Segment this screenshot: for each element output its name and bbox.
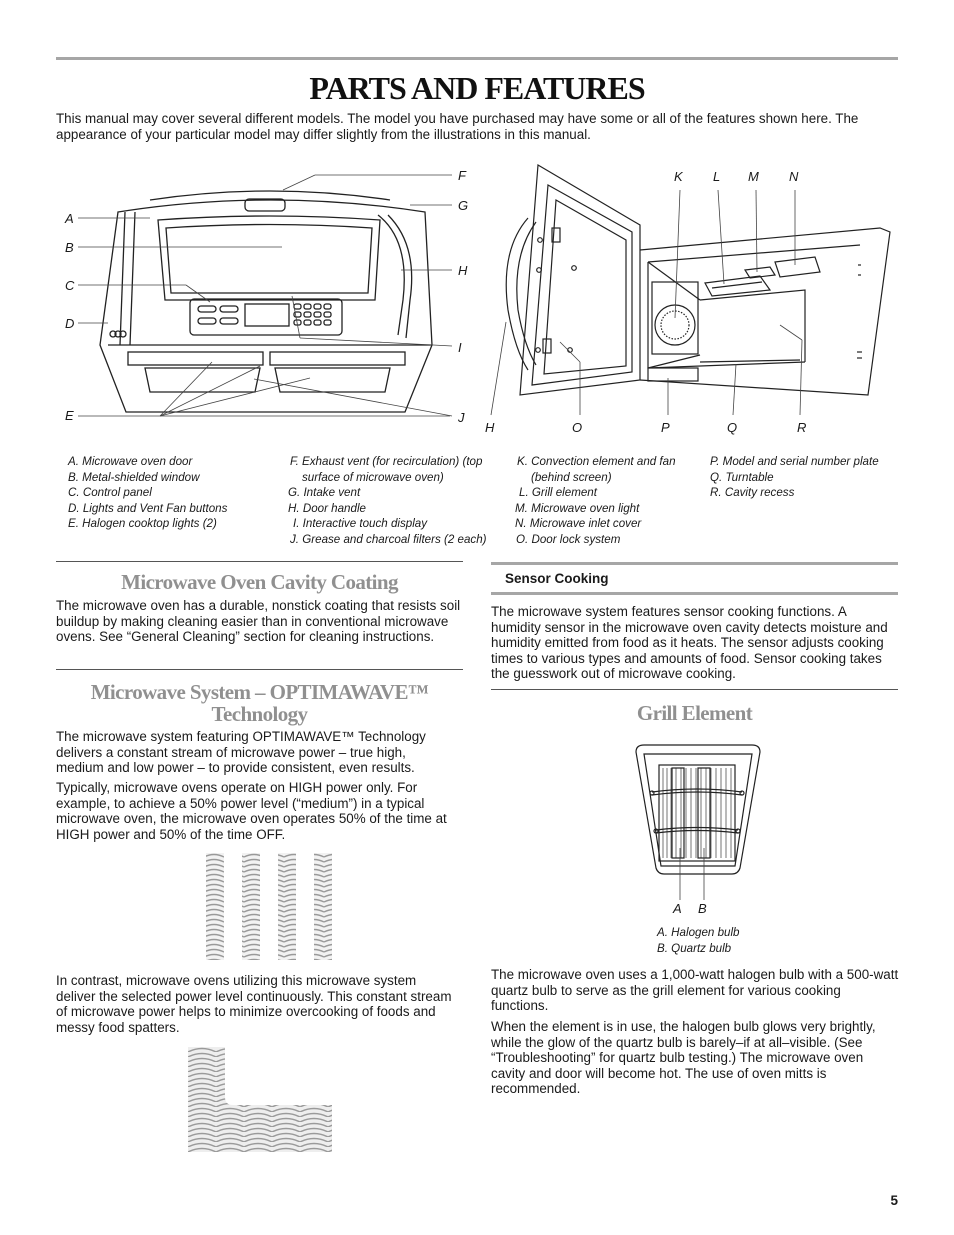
legend-item-f: F. Exhaust vent (for recirculation) (top <box>290 455 483 468</box>
legend-item-k: K. Convection element and fan <box>517 455 676 468</box>
fig-open-label-n: N <box>789 169 799 184</box>
fig-open-label-k: K <box>674 169 683 184</box>
coating-heading: Microwave Oven Cavity Coating <box>121 570 398 594</box>
fig-front-label-c: C <box>65 278 75 293</box>
optimawave-paragraph-2: Typically, microwave ovens operate on HIGH power only. For example, to achieve a 50% power level (“medium”) in a typical microwave oven, the microwave oven operates 50% of the time at HIGH power and 50% of the time OFF. <box>56 780 447 842</box>
fig-front-label-i: I <box>458 340 462 355</box>
fig-front-label-f: F <box>458 168 466 183</box>
intro-paragraph: This manual may cover several different models. The model you have purchased may have some or all of the features shown here. The appearance of your particular model may differ slightly from the illustrations in this manual. <box>56 111 859 142</box>
fig-front-label-d: D <box>65 316 75 331</box>
fig-open-label-p: P <box>661 420 670 435</box>
fig-front-label-h: H <box>458 263 468 278</box>
legend-item-o: O. Door lock system <box>516 532 621 546</box>
fig-open-label-o: O <box>572 420 583 435</box>
legend-item-d: D. Lights and Vent Fan buttons <box>68 501 228 515</box>
legend-item-n: N. Microwave inlet cover <box>515 517 642 531</box>
optimawave-heading-line1: Microwave System – OPTIMAWAVE™ <box>90 680 429 704</box>
page-title: PARTS AND FEATURES <box>309 70 645 106</box>
fig-front-label-g: G <box>458 198 469 213</box>
legend-item-q: Q. Turntable <box>710 470 774 484</box>
sensor-top-rule <box>491 562 898 565</box>
legend-item-p: P. Model and serial number plate <box>710 455 879 468</box>
legend-item-f-cont: surface of microwave oven) <box>302 470 444 484</box>
top-rule <box>56 57 898 60</box>
pulsed-power-illustration <box>204 853 334 961</box>
legend-item-c: C. Control panel <box>68 486 152 500</box>
legend-item-a: A. Microwave oven door <box>68 455 193 468</box>
page-number: 5 <box>890 1193 898 1208</box>
legend-item-m: M. Microwave oven light <box>515 501 640 515</box>
grill-fig-label-b: B <box>698 901 707 916</box>
fig-open-label-m: M <box>748 169 759 184</box>
legend-item-g: G. Intake vent <box>288 486 361 500</box>
legend-item-e: E. Halogen cooktop lights (2) <box>68 517 217 531</box>
coating-body: The microwave oven has a durable, nonstick coating that resists soil buildup by making cleaning easier than in conventional microwave ovens. See “General Cleaning” section for cleaning instructions. <box>56 598 461 645</box>
legend-column-4 <box>710 454 879 501</box>
optimawave-top-rule <box>56 669 463 670</box>
fig-open-label-q: Q <box>727 420 738 435</box>
continuous-power-illustration <box>188 1047 333 1153</box>
legend-item-j: J. Grease and charcoal filters (2 each) <box>290 532 487 546</box>
legend-column-3 <box>515 454 676 548</box>
fig-open-label-l: L <box>713 169 721 184</box>
coating-top-rule <box>56 561 463 562</box>
fig-front-label-e: E <box>65 408 74 423</box>
fig-front-label-j: J <box>458 410 465 425</box>
grill-fig-label-a: A <box>673 901 682 916</box>
legend-item-l: L. Grill element <box>519 486 597 500</box>
optimawave-heading-line2: Technology <box>211 702 308 726</box>
fig-front-label-a: A <box>65 211 74 226</box>
optimawave-paragraph-3: In contrast, microwave ovens utilizing this microwave system deliver the selected power level continuously. This constant stream of microwave power helps to minimize overcooking of foods and messy food spatters. <box>56 973 452 1035</box>
grill-heading: Grill Element <box>636 701 753 725</box>
grill-legend <box>657 925 740 956</box>
grill-paragraph-1: The microwave oven uses a 1,000-watt halogen bulb with a 500-watt quartz bulb to serve as the grill element for various cooking functions. <box>491 967 899 1014</box>
sensor-heading: Sensor Cooking <box>505 571 609 586</box>
legend-column-1 <box>68 454 227 532</box>
legend-column-2 <box>288 454 487 548</box>
fig-open-label-h: H <box>485 420 495 435</box>
grill-paragraph-2: When the element is in use, the halogen bulb glows very brightly, while the glow of the quartz bulb is barely–if at all–visible. (See “Troubleshooting” for quartz bulb testing.) The microwave oven cavity and door will become hot. The use of oven mitts is recommended. <box>491 1019 876 1097</box>
legend-item-b: B. Metal-shielded window <box>68 470 200 484</box>
legend-item-k-cont: (behind screen) <box>531 470 612 484</box>
legend-item-r: R. Cavity recess <box>710 486 795 500</box>
legend-item-h: H. Door handle <box>288 501 366 515</box>
sensor-heading-rule <box>491 592 898 595</box>
optimawave-paragraph-1: The microwave system featuring OPTIMAWAVE™ Technology delivers a constant stream of microwave power – true high, medium and low power – to provide consistent, even results. <box>56 729 426 776</box>
legend-item-i: I. Interactive touch display <box>293 517 428 531</box>
fig-front-label-b: B <box>65 240 74 255</box>
grill-legend-item-a: A. Halogen bulb <box>657 926 740 939</box>
grill-top-rule <box>491 689 898 690</box>
fig-open-label-r: R <box>797 420 807 435</box>
grill-legend-item-b: B. Quartz bulb <box>657 941 732 955</box>
sensor-body: The microwave system features sensor cooking functions. A humidity sensor in the microwave oven cavity detects moisture and humidity emitted from food as it heats. The sensor adjusts cooking times to various types and amounts of food. Sensor cooking takes the guesswork out of microwave cooking. <box>491 604 888 682</box>
